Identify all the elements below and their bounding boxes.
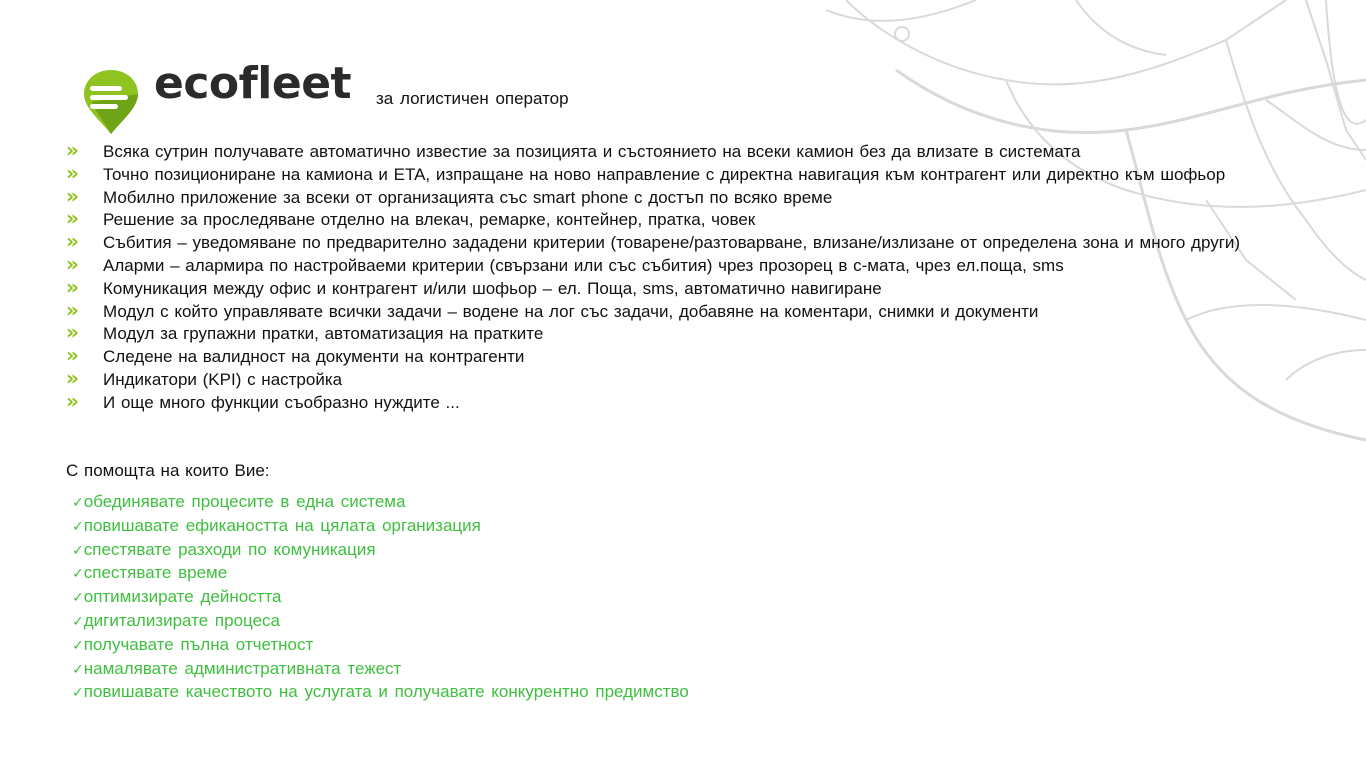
benefit-item <box>72 539 689 563</box>
benefit-text: намалявате административната тежест <box>83 658 402 678</box>
feature-item <box>66 138 1266 164</box>
bullet-arrow-icon: » <box>66 206 79 231</box>
benefit-text: обединявате процесите в една система <box>83 492 406 511</box>
feature-text: Решение за проследяване отделно на влекач, ремарке, контейнер, пратка, човек <box>103 210 756 230</box>
benefits-intro: С помощта на които Вие: <box>66 461 270 480</box>
feature-text: Аларми – алармира по настройваеми критерии (свързани или със събития) чрез прозорец в с-мата, чрез ел.поща, sms <box>103 255 1064 275</box>
feature-item <box>66 297 1266 324</box>
feature-item <box>66 274 1266 301</box>
benefit-item <box>72 586 689 610</box>
checkmark-icon: ✓ <box>72 661 84 678</box>
feature-item <box>66 206 1266 232</box>
feature-item <box>66 229 1266 255</box>
bullet-arrow-icon: » <box>66 251 79 276</box>
feature-text: Индикатори (KPI) с настройка <box>103 369 343 389</box>
checkmark-icon: ✓ <box>72 685 84 702</box>
benefit-text: получавате пълна отчетност <box>83 634 314 654</box>
feature-item <box>66 365 1266 392</box>
checkmark-icon: ✓ <box>72 566 84 583</box>
benefit-item <box>72 562 689 586</box>
feature-text: Следене на валидност на документи на контрагенти <box>103 347 525 367</box>
feature-item <box>66 251 1266 278</box>
feature-item <box>66 160 1266 187</box>
checkmark-icon: ✓ <box>72 613 84 630</box>
benefits-list <box>72 491 689 705</box>
benefit-item <box>72 681 689 705</box>
feature-text: Точно позициониране на камиона и ETA, изпращане на ново направление с директна навигация към контрагент или директно към шофьор <box>103 164 1226 184</box>
feature-item <box>66 343 1266 369</box>
bullet-arrow-icon: » <box>66 388 79 413</box>
feature-text: Събития – уведомяване по предварително зададени критерии (товарене/разтоварване, влизане/излизане от определена зона и много други) <box>103 233 1241 253</box>
benefit-text: оптимизирате дейността <box>83 587 282 607</box>
bullet-arrow-icon: » <box>66 297 79 322</box>
checkmark-icon: ✓ <box>72 518 84 535</box>
bullet-arrow-icon: » <box>66 183 79 208</box>
feature-text: Модул с който управлявате всички задачи – водене на лог със задачи, добавяне на коментари, снимки и документи <box>103 301 1039 321</box>
benefit-item <box>72 515 689 539</box>
benefit-text: спестявате време <box>83 563 228 583</box>
feature-item <box>66 183 1266 210</box>
bullet-arrow-icon: » <box>66 160 79 185</box>
bullet-arrow-icon: » <box>66 320 79 345</box>
feature-text: Всяка сутрин получавате автоматично известие за позицията и състоянието на всеки камион без да влизате в системата <box>103 142 1081 161</box>
checkmark-icon: ✓ <box>72 590 84 607</box>
benefit-text: спестявате разходи по комуникация <box>83 539 376 559</box>
feature-text: Комуникация между офис и контрагент и/или шофьор – ел. Поща, sms, автоматично навигиране <box>103 278 882 298</box>
bullet-arrow-icon: » <box>66 229 79 254</box>
checkmark-icon: ✓ <box>72 542 84 559</box>
feature-item <box>66 388 1266 415</box>
brand-name: ecofleet <box>154 58 352 109</box>
benefit-item <box>72 634 689 658</box>
map-pin-logo-icon <box>82 68 140 136</box>
benefit-text: повишавате ефикаността на цялата организация <box>83 515 481 535</box>
feature-text: И още много функции съобразно нуждите ... <box>103 392 460 412</box>
bullet-arrow-icon: » <box>66 343 79 368</box>
bullet-arrow-icon: » <box>66 365 79 390</box>
feature-item <box>66 320 1266 346</box>
benefit-text: дигитализирате процеса <box>83 610 280 630</box>
checkmark-icon: ✓ <box>72 637 84 654</box>
brand-subtitle: за логистичен оператор <box>376 89 569 108</box>
bullet-arrow-icon: » <box>66 138 79 162</box>
bullet-arrow-icon: » <box>66 274 79 299</box>
benefit-item <box>72 491 689 515</box>
benefit-item <box>72 610 689 634</box>
feature-text: Модул за групажни пратки, автоматизация на пратките <box>103 324 544 344</box>
feature-text: Мобилно приложение за всеки от организацията със smart phone с достъп по всяко време <box>103 187 833 207</box>
benefit-item <box>72 658 689 682</box>
checkmark-icon: ✓ <box>72 495 84 511</box>
feature-list <box>66 138 1266 415</box>
benefit-text: повишавате качеството на услугата и получавате конкурентно предимство <box>83 682 689 702</box>
